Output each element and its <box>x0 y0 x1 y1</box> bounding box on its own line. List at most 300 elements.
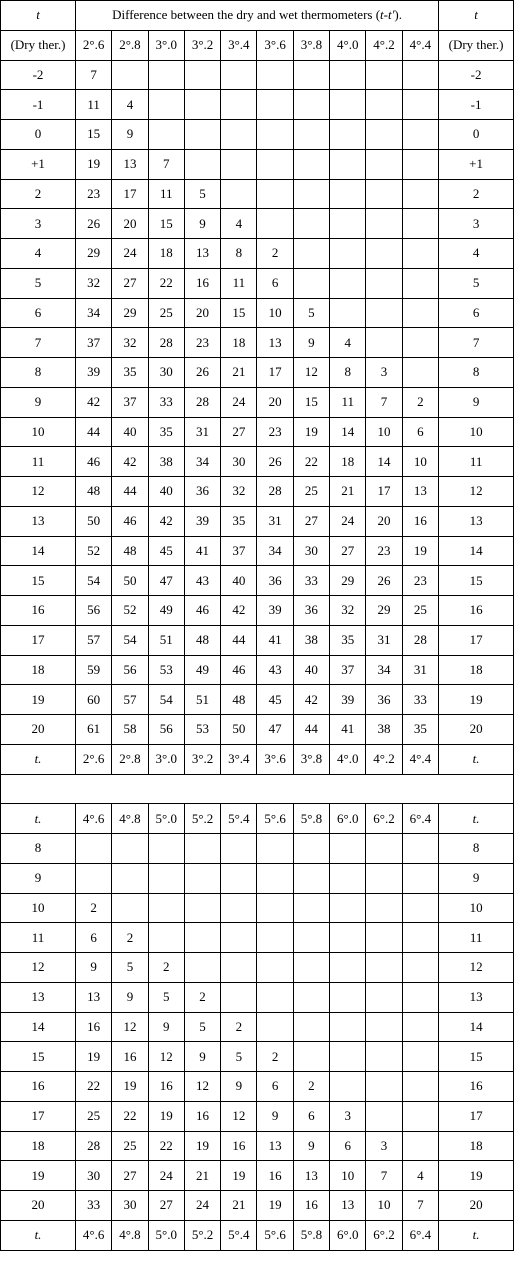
table-row <box>1 596 514 626</box>
table-cell: 3 <box>366 1131 402 1161</box>
table-cell <box>257 923 293 953</box>
table-cell: 27 <box>221 417 257 447</box>
table-cell: 43 <box>184 566 220 596</box>
row-label-t: 4 <box>1 239 76 269</box>
table-cell: 10 <box>366 1191 402 1221</box>
table-cell <box>402 953 438 983</box>
column-footer: 4°.2 <box>366 744 402 774</box>
table-cell <box>257 149 293 179</box>
column-footer: 6°.4 <box>402 1220 438 1250</box>
table-cell <box>330 834 366 864</box>
dry-thermometer-label: (Dry ther.) <box>439 30 514 60</box>
second-header-row <box>1 804 514 834</box>
table-cell: 4 <box>221 209 257 239</box>
table-cell: 29 <box>76 239 112 269</box>
row-label-t: 5 <box>1 268 76 298</box>
table-cell <box>293 834 329 864</box>
table-cell: 4 <box>330 328 366 358</box>
table-cell: 56 <box>112 655 148 685</box>
table-cell: 29 <box>330 566 366 596</box>
row-label-t: 3 <box>439 209 514 239</box>
table-cell: 19 <box>293 417 329 447</box>
table-cell: 35 <box>221 506 257 536</box>
title-prefix: Difference between the dry and wet thermometers ( <box>112 7 381 23</box>
table-cell <box>221 179 257 209</box>
row-label-t: 12 <box>439 477 514 507</box>
table-cell: 52 <box>76 536 112 566</box>
table-cell: 35 <box>112 358 148 388</box>
column-footer: 5°.0 <box>148 1220 184 1250</box>
column-header: 3°.4 <box>221 30 257 60</box>
title-suffix: ). <box>394 7 402 23</box>
table-cell <box>330 90 366 120</box>
table-cell <box>402 1131 438 1161</box>
table-cell <box>293 923 329 953</box>
table-cell: 40 <box>221 566 257 596</box>
table-cell: 9 <box>184 1042 220 1072</box>
table-cell: 46 <box>112 506 148 536</box>
table-cell <box>330 1072 366 1102</box>
row-label-t: 18 <box>439 1131 514 1161</box>
table-cell: 7 <box>366 1161 402 1191</box>
table-cell: 32 <box>112 328 148 358</box>
table-cell <box>148 863 184 893</box>
table-cell <box>293 1012 329 1042</box>
row-label-t: -1 <box>439 90 514 120</box>
row-label-t: 12 <box>439 953 514 983</box>
header-t-right: t <box>439 1 514 31</box>
table-cell <box>257 953 293 983</box>
table-cell: 18 <box>330 447 366 477</box>
row-label-t: 10 <box>1 893 76 923</box>
row-label-t: 14 <box>439 536 514 566</box>
table-cell: 27 <box>112 268 148 298</box>
column-footer: 3°.2 <box>184 744 220 774</box>
table-cell <box>330 923 366 953</box>
row-label-t: -2 <box>439 60 514 90</box>
footer-t-label: t. <box>439 744 514 774</box>
table-body <box>1 1 514 1251</box>
table-cell: 30 <box>112 1191 148 1221</box>
row-label-t: 18 <box>439 655 514 685</box>
table-cell: 30 <box>221 447 257 477</box>
table-cell: 37 <box>76 328 112 358</box>
table-cell <box>293 953 329 983</box>
table-cell: 9 <box>293 1131 329 1161</box>
table-row <box>1 60 514 90</box>
table-cell: 2 <box>293 1072 329 1102</box>
table-cell <box>330 863 366 893</box>
table-cell <box>257 982 293 1012</box>
table-cell: 39 <box>184 506 220 536</box>
row-label-t: 18 <box>1 1131 76 1161</box>
table-cell: 2 <box>257 1042 293 1072</box>
table-cell <box>402 90 438 120</box>
table-row <box>1 506 514 536</box>
table-cell <box>293 120 329 150</box>
table-cell <box>257 834 293 864</box>
table-cell: 50 <box>76 506 112 536</box>
column-header: 5°.0 <box>148 804 184 834</box>
table-row <box>1 328 514 358</box>
column-footer: 3°.6 <box>257 744 293 774</box>
table-row <box>1 655 514 685</box>
table-row <box>1 834 514 864</box>
table-cell: 37 <box>221 536 257 566</box>
table-cell: 37 <box>112 387 148 417</box>
table-cell: 5 <box>221 1042 257 1072</box>
table-cell: 39 <box>257 596 293 626</box>
table-cell: 51 <box>184 685 220 715</box>
header-t-label: t. <box>439 804 514 834</box>
table-cell <box>366 923 402 953</box>
table-cell: 13 <box>330 1191 366 1221</box>
table-cell: 22 <box>148 268 184 298</box>
table-cell: 13 <box>112 149 148 179</box>
table-cell: 25 <box>76 1101 112 1131</box>
table-cell: 51 <box>148 625 184 655</box>
table-cell <box>402 1072 438 1102</box>
table-cell: 19 <box>112 1072 148 1102</box>
column-footer: 4°.6 <box>76 1220 112 1250</box>
table-cell: 42 <box>293 685 329 715</box>
table-title <box>76 1 439 31</box>
table-row <box>1 1191 514 1221</box>
table-cell <box>257 209 293 239</box>
column-header: 4°.4 <box>402 30 438 60</box>
table-cell: 31 <box>184 417 220 447</box>
table-cell: 28 <box>402 625 438 655</box>
row-label-t: 15 <box>439 1042 514 1072</box>
table-cell <box>148 90 184 120</box>
table-cell: 20 <box>366 506 402 536</box>
table-cell: 13 <box>184 239 220 269</box>
table-cell: 2 <box>76 893 112 923</box>
table-cell: 15 <box>293 387 329 417</box>
table-cell <box>221 923 257 953</box>
table-cell: 32 <box>221 477 257 507</box>
table-cell: 9 <box>76 953 112 983</box>
row-label-t: 12 <box>1 477 76 507</box>
table-cell <box>257 1012 293 1042</box>
table-cell <box>366 863 402 893</box>
table-cell <box>293 60 329 90</box>
table-cell: 23 <box>257 417 293 447</box>
row-label-t: 17 <box>439 625 514 655</box>
table-cell: 21 <box>184 1161 220 1191</box>
table-cell <box>148 120 184 150</box>
table-cell <box>402 863 438 893</box>
table-cell <box>330 149 366 179</box>
table-cell <box>330 1012 366 1042</box>
table-cell: 61 <box>76 715 112 745</box>
table-cell <box>148 893 184 923</box>
row-label-t: 9 <box>1 387 76 417</box>
table-cell <box>330 982 366 1012</box>
footer-row <box>1 1220 514 1250</box>
table-cell <box>366 1042 402 1072</box>
row-label-t: 10 <box>439 893 514 923</box>
table-cell: 35 <box>402 715 438 745</box>
table-cell <box>366 1072 402 1102</box>
table-cell: 17 <box>112 179 148 209</box>
table-cell: 34 <box>366 655 402 685</box>
table-row <box>1 358 514 388</box>
table-row <box>1 715 514 745</box>
table-cell <box>184 90 220 120</box>
table-cell <box>293 209 329 239</box>
table-cell: 16 <box>184 1101 220 1131</box>
table-cell: 53 <box>184 715 220 745</box>
table-cell: 13 <box>76 982 112 1012</box>
table-row <box>1 387 514 417</box>
table-cell: 44 <box>221 625 257 655</box>
table-cell: 31 <box>402 655 438 685</box>
table-cell <box>402 60 438 90</box>
table-cell <box>112 863 148 893</box>
dry-thermometer-label: (Dry ther.) <box>1 30 76 60</box>
table-cell: 9 <box>293 328 329 358</box>
table-cell: 20 <box>257 387 293 417</box>
row-label-t: 15 <box>1 1042 76 1072</box>
row-label-t: 8 <box>439 358 514 388</box>
table-row <box>1 1072 514 1102</box>
table-cell: 7 <box>76 60 112 90</box>
table-cell: 32 <box>330 596 366 626</box>
row-label-t: 16 <box>439 1072 514 1102</box>
table-cell <box>366 298 402 328</box>
table-cell: 12 <box>184 1072 220 1102</box>
row-label-t: +1 <box>1 149 76 179</box>
table-cell <box>184 893 220 923</box>
table-cell: 22 <box>76 1072 112 1102</box>
row-label-t: 2 <box>1 179 76 209</box>
table-cell: 13 <box>402 477 438 507</box>
row-label-t: 8 <box>1 358 76 388</box>
table-cell: 42 <box>112 447 148 477</box>
row-label-t: -1 <box>1 90 76 120</box>
table-cell: 5 <box>112 953 148 983</box>
row-label-t: 9 <box>439 387 514 417</box>
table-cell: 25 <box>148 298 184 328</box>
table-cell: 6 <box>76 923 112 953</box>
table-row <box>1 863 514 893</box>
table-cell <box>402 893 438 923</box>
table-cell <box>366 60 402 90</box>
table-cell <box>112 834 148 864</box>
table-cell: 36 <box>257 566 293 596</box>
table-cell: 11 <box>330 387 366 417</box>
column-header: 3°.2 <box>184 30 220 60</box>
table-cell <box>293 982 329 1012</box>
column-header: 3°.6 <box>257 30 293 60</box>
table-cell <box>221 982 257 1012</box>
table-cell <box>257 60 293 90</box>
table-cell <box>330 179 366 209</box>
table-cell <box>293 179 329 209</box>
table-cell: 12 <box>221 1101 257 1131</box>
table-cell: 35 <box>330 625 366 655</box>
table-cell <box>366 953 402 983</box>
table-cell: 15 <box>221 298 257 328</box>
table-cell: 26 <box>184 358 220 388</box>
table-cell <box>402 120 438 150</box>
table-cell: 40 <box>148 477 184 507</box>
table-cell <box>221 60 257 90</box>
table-cell: 49 <box>184 655 220 685</box>
column-footer: 5°.2 <box>184 1220 220 1250</box>
table-cell: 54 <box>148 685 184 715</box>
column-header: 6°.0 <box>330 804 366 834</box>
table-cell <box>221 120 257 150</box>
table-cell: 16 <box>148 1072 184 1102</box>
table-cell: 11 <box>76 90 112 120</box>
table-cell: 44 <box>293 715 329 745</box>
table-cell: 24 <box>330 506 366 536</box>
table-cell: 38 <box>366 715 402 745</box>
table-row <box>1 120 514 150</box>
table-row <box>1 209 514 239</box>
column-footer: 3°.0 <box>148 744 184 774</box>
header-row <box>1 1 514 31</box>
table-cell: 6 <box>402 417 438 447</box>
column-header: 3°.8 <box>293 30 329 60</box>
table-cell <box>366 149 402 179</box>
table-cell: 33 <box>402 685 438 715</box>
table-cell: 19 <box>76 149 112 179</box>
column-header: 5°.4 <box>221 804 257 834</box>
table-cell: 59 <box>76 655 112 685</box>
table-cell: 19 <box>76 1042 112 1072</box>
table-row <box>1 536 514 566</box>
table-row <box>1 179 514 209</box>
row-label-t: 8 <box>1 834 76 864</box>
table-cell <box>257 120 293 150</box>
table-cell: 42 <box>221 596 257 626</box>
table-cell <box>402 268 438 298</box>
row-label-t: 13 <box>1 982 76 1012</box>
column-footer: 2°.6 <box>76 744 112 774</box>
row-label-t: 11 <box>1 923 76 953</box>
table-cell: 41 <box>330 715 366 745</box>
table-cell: 28 <box>76 1131 112 1161</box>
table-cell <box>366 834 402 864</box>
table-cell: 23 <box>76 179 112 209</box>
table-cell: 41 <box>257 625 293 655</box>
table-cell: 25 <box>402 596 438 626</box>
table-cell: 27 <box>112 1161 148 1191</box>
table-cell: 13 <box>293 1161 329 1191</box>
column-footer: 5°.6 <box>257 1220 293 1250</box>
table-cell <box>330 239 366 269</box>
table-cell: 36 <box>293 596 329 626</box>
table-cell <box>293 863 329 893</box>
table-cell: 48 <box>112 536 148 566</box>
table-cell <box>366 209 402 239</box>
column-header: 6°.4 <box>402 804 438 834</box>
table-cell <box>366 239 402 269</box>
table-cell <box>402 358 438 388</box>
table-cell: 17 <box>257 358 293 388</box>
table-cell: 10 <box>330 1161 366 1191</box>
row-label-t: 20 <box>439 715 514 745</box>
table-cell: 46 <box>221 655 257 685</box>
table-cell: 6 <box>293 1101 329 1131</box>
row-label-t: 11 <box>1 447 76 477</box>
table-cell: 31 <box>366 625 402 655</box>
table-cell: 34 <box>257 536 293 566</box>
table-cell: 13 <box>257 328 293 358</box>
table-cell <box>293 149 329 179</box>
row-label-t: 14 <box>439 1012 514 1042</box>
table-cell: 16 <box>184 268 220 298</box>
table-cell <box>330 209 366 239</box>
table-cell: 25 <box>112 1131 148 1161</box>
table-cell <box>76 834 112 864</box>
table-cell: 10 <box>366 417 402 447</box>
table-cell <box>293 268 329 298</box>
row-label-t: 0 <box>439 120 514 150</box>
table-cell: 39 <box>76 358 112 388</box>
table-cell: 19 <box>184 1131 220 1161</box>
table-cell: 30 <box>148 358 184 388</box>
table-cell <box>402 328 438 358</box>
column-footer: 6°.2 <box>366 1220 402 1250</box>
table-cell: 24 <box>221 387 257 417</box>
table-cell: 9 <box>221 1072 257 1102</box>
header-t-label: t. <box>1 804 76 834</box>
table-row <box>1 298 514 328</box>
table-cell: 8 <box>330 358 366 388</box>
table-cell: 47 <box>257 715 293 745</box>
table-cell: 43 <box>257 655 293 685</box>
table-cell: 16 <box>112 1042 148 1072</box>
table-cell <box>221 863 257 893</box>
table-cell <box>402 179 438 209</box>
column-header: 5°.6 <box>257 804 293 834</box>
table-row <box>1 625 514 655</box>
table-cell: 5 <box>148 982 184 1012</box>
table-cell <box>330 1042 366 1072</box>
table-cell: 42 <box>148 506 184 536</box>
row-label-t: 7 <box>439 328 514 358</box>
table-cell: 11 <box>221 268 257 298</box>
table-cell: 24 <box>184 1191 220 1221</box>
table-cell: 2 <box>402 387 438 417</box>
table-cell <box>148 923 184 953</box>
column-footer: 3°.4 <box>221 744 257 774</box>
table-row <box>1 1101 514 1131</box>
table-cell: 5 <box>293 298 329 328</box>
table-cell: 48 <box>76 477 112 507</box>
column-header: 4°.0 <box>330 30 366 60</box>
table-cell: 7 <box>148 149 184 179</box>
row-label-t: 11 <box>439 447 514 477</box>
table-cell: 48 <box>184 625 220 655</box>
table-row <box>1 923 514 953</box>
row-label-t: 13 <box>1 506 76 536</box>
column-header: 2°.8 <box>112 30 148 60</box>
table-cell: 19 <box>257 1191 293 1221</box>
table-cell <box>184 60 220 90</box>
row-label-t: 7 <box>1 328 76 358</box>
column-header: 2°.6 <box>76 30 112 60</box>
table-cell <box>366 268 402 298</box>
table-cell: 40 <box>112 417 148 447</box>
column-header-row <box>1 30 514 60</box>
table-row <box>1 239 514 269</box>
table-cell: 47 <box>148 566 184 596</box>
